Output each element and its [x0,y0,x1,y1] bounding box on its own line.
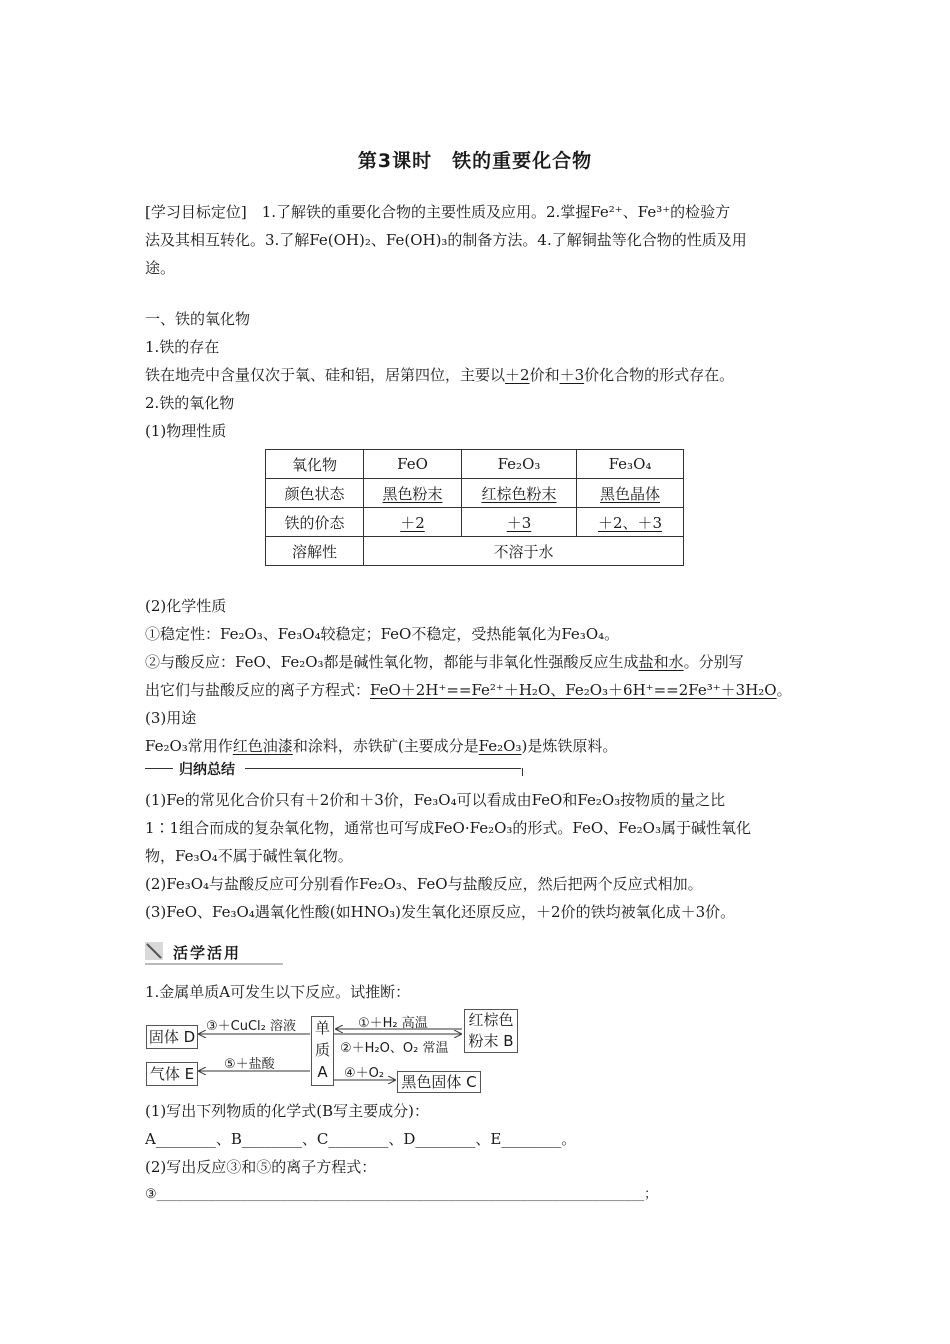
answer-fe2o3: Fe₂O₃ [478,737,522,755]
chemical-properties-heading: (2)化学性质 [145,597,227,615]
summary-point-1b: 1∶1组合而成的复杂氧化物，通常也可写成FeO·Fe₂O₃的形式。FeO、Fe₂O₃属于碱性氧化 [145,819,751,837]
acid-reaction-line: ②与酸反应：FeO、Fe₂O₃都是碱性氧化物，都能与非氧化性强酸反应生成盐和水。分别写 [145,653,744,671]
acid-equation-line: 出它们与盐酸反应的离子方程式：FeO＋2H⁺==Fe²⁺＋H₂O、Fe₂O₃＋6H⁺==2Fe³⁺＋3H₂O。 [145,681,792,699]
summary-point-3: (3)FeO、Fe₃O₄遇氧化性酸(如HNO₃)发生氧化还原反应，＋2价的铁均被氧化成＋3价。 [145,903,736,921]
answer-salt-water: 盐和水 [638,653,684,671]
table-cell-answer: ＋2 [400,513,425,532]
uses-heading: (3)用途 [145,709,197,727]
summary-label: 归纳总结 [175,759,239,779]
black-solid-c-box: 黑色固体 C [397,1071,481,1093]
answer-valence-2: ＋2 [505,366,530,384]
page-title: 第3课时 铁的重要化合物 [357,150,593,172]
practice-label: 活学活用 [173,944,242,962]
table-header-cell: FeO [364,450,462,479]
summary-point-2: (2)Fe₃O₄与盐酸反应可分别看作Fe₂O₃、FeO与盐酸反应，然后把两个反应式相加。 [145,875,703,893]
table-header-cell: Fe₂O₃ [462,450,577,479]
objectives-line-2: 法及其相互转化。3.了解Fe(OH)₂、Fe(OH)₃的制备方法。4.了解铜盐等化合物的性质及用 [145,231,747,249]
table-cell: 不溶于水 [364,537,684,566]
red-powder-b-box: 红棕色 粉末 B [464,1009,518,1053]
table-cell-answer: 红棕色粉末 [481,484,557,503]
answer-red-paint: 红色油漆 [232,737,293,755]
question-1: 1.金属单质A可发生以下反应。试推断： [145,983,411,1001]
table-header-cell: 氧化物 [266,450,364,479]
table-cell-answer: ＋3 [506,513,532,532]
question-1-part-1: (1)写出下列物质的化学式(B写主要成分)： [145,1102,429,1120]
subheading-oxides: 2.铁的氧化物 [145,394,235,412]
gas-e-box: 气体 E [146,1062,198,1086]
solid-d-box: 固体 D [146,1025,198,1049]
element-a-box: 单质A [311,1016,334,1086]
objectives-line-1: [学习目标定位] 1.了解铁的重要化合物的主要性质及应用。2.掌握Fe²⁺、Fe³⁺的检验方 [145,203,731,221]
reaction-1-label: ①＋H₂ 高温 [358,1016,428,1031]
summary-point-1a: (1)Fe的常见化合价只有＋2价和＋3价，Fe₃O₄可以看成由FeO和Fe₂O₃按物质的量之比 [145,791,726,809]
answer-valence-3: ＋3 [559,366,585,384]
equation-3-blank[interactable]: ③___________________________________________________________________________； [145,1187,658,1202]
table-header-cell: Fe₃O₄ [577,450,684,479]
stability-line: ①稳定性：Fe₂O₃、Fe₃O₄较稳定；FeO不稳定，受热能氧化为Fe₃O₄。 [145,625,620,643]
subheading-existence: 1.铁的存在 [145,338,220,356]
table-cell: 颜色状态 [266,479,364,508]
objectives-line-3: 途。 [145,259,176,277]
section-heading: 一、铁的氧化物 [145,310,251,328]
existence-sentence: 铁在地壳中含量仅次于氧、硅和铝，居第四位，主要以＋2价和＋3价化合物的形式存在。 [145,366,735,384]
physical-properties-heading: (1)物理性质 [145,422,227,440]
reaction-3-label: ③＋CuCl₂ 溶液 [206,1019,297,1034]
table-cell: 铁的价态 [266,508,364,537]
answer-blanks[interactable]: A________、B________、C________、D________、E________。 [145,1130,577,1148]
table-cell-answer: ＋2、＋3 [597,513,663,532]
table-cell-answer: 黑色粉末 [382,484,443,503]
answer-ionic-equation: FeO＋2H⁺==Fe²⁺＋H₂O、Fe₂O₃＋6H⁺==2Fe³⁺＋3H₂O [370,681,777,699]
table-cell-answer: 黑色晶体 [599,484,660,503]
reaction-4-label: ④＋O₂ [344,1066,385,1081]
reaction-5-label: ⑤＋盐酸 [224,1057,275,1072]
uses-line: Fe₂O₃常用作红色油漆和涂料，赤铁矿(主要成分是Fe₂O₃)是炼铁原料。 [145,737,618,755]
question-1-part-2: (2)写出反应③和⑤的离子方程式： [145,1158,377,1176]
summary-point-1c: 物，Fe₃O₄不属于碱性氧化物。 [145,847,353,865]
reaction-2-label: ②＋H₂O、O₂ 常温 [340,1041,449,1056]
table-cell: 溶解性 [266,537,364,566]
